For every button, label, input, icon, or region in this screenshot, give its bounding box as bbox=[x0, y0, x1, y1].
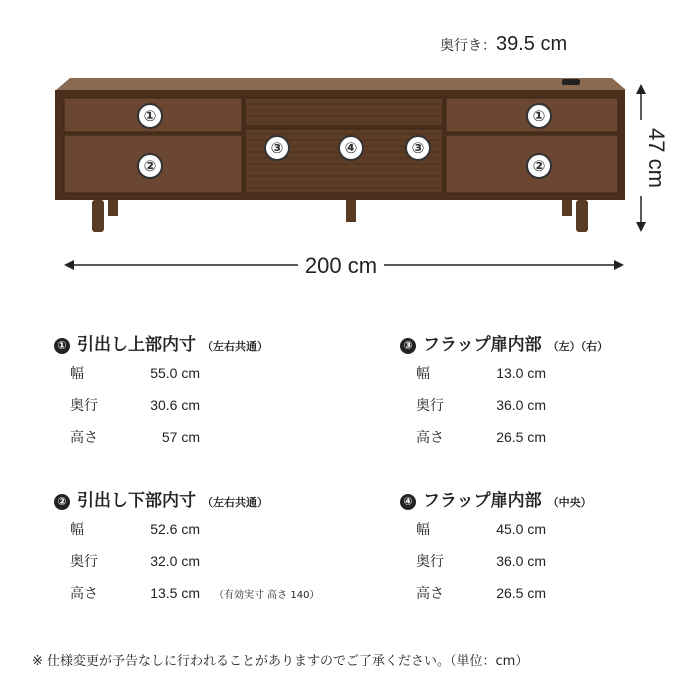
tv-board-illustration bbox=[0, 0, 700, 278]
svg-text:④: ④ bbox=[344, 139, 358, 157]
section-lower-drawer bbox=[54, 486, 319, 609]
spec-row-depth: 奥行 36.0 cm bbox=[416, 553, 546, 570]
leg bbox=[346, 200, 356, 222]
height-dimension bbox=[636, 84, 669, 232]
section-side-flap bbox=[400, 330, 608, 453]
center-top-panel bbox=[245, 98, 443, 126]
svg-text:①: ① bbox=[532, 107, 546, 125]
leg bbox=[108, 200, 118, 216]
leg bbox=[92, 200, 104, 232]
marker-4-center bbox=[339, 136, 363, 160]
footer-note: ※ 仕様変更が予告なしに行われることがありますのでご了承ください。（単位：cm） bbox=[32, 654, 529, 669]
cabinet-top bbox=[56, 78, 626, 90]
svg-text:200 cm: 200 cm bbox=[304, 253, 378, 278]
spec-row-width: 幅 55.0 cm bbox=[70, 365, 200, 382]
depth-value: 39.5 cm bbox=[496, 33, 568, 55]
spec-row-depth: 奥行 32.0 cm bbox=[70, 553, 200, 570]
svg-text:①: ① bbox=[143, 107, 157, 125]
section-upper-drawer bbox=[54, 330, 268, 453]
depth-caption: 奥行き： bbox=[440, 38, 496, 54]
section-title: ④ フラップ扉内部 （中央） bbox=[400, 486, 592, 511]
marker-2-right bbox=[527, 154, 551, 178]
spec-row-height: 高さ 26.5 cm bbox=[416, 429, 546, 446]
marker-1-right bbox=[527, 104, 551, 128]
section-title: ③ フラップ扉内部 （左）（右） bbox=[400, 330, 608, 355]
section-center-flap bbox=[400, 486, 592, 609]
width-dimension bbox=[64, 253, 624, 278]
marker-2-left bbox=[138, 154, 162, 178]
svg-text:②: ② bbox=[532, 157, 546, 175]
effective-height-note: （有効実寸 高さ 140） bbox=[214, 590, 320, 601]
spec-row-height: 高さ 57 cm bbox=[70, 429, 200, 446]
leg bbox=[562, 200, 572, 216]
leg bbox=[576, 200, 588, 232]
section-title: ② 引出し下部内寸 （左右共通） bbox=[54, 486, 319, 511]
spec-row-width: 幅 13.0 cm bbox=[416, 365, 546, 382]
spec-row-depth: 奥行 36.0 cm bbox=[416, 397, 546, 414]
spec-row-height: 高さ 26.5 cm bbox=[416, 585, 546, 602]
marker-1-left bbox=[138, 104, 162, 128]
spec-row-depth: 奥行 30.6 cm bbox=[70, 397, 200, 414]
svg-text:47 cm: 47 cm bbox=[644, 128, 669, 188]
section-title: ① 引出し上部内寸 （左右共通） bbox=[54, 330, 268, 355]
spec-row-height: 高さ 13.5 cm （有効実寸 高さ 140） bbox=[70, 585, 320, 602]
spec-row-width: 幅 45.0 cm bbox=[416, 521, 546, 538]
svg-text:③: ③ bbox=[411, 139, 425, 157]
spec-row-width: 幅 52.6 cm bbox=[70, 521, 200, 538]
outlet-icon bbox=[562, 79, 580, 85]
marker-3-right bbox=[406, 136, 430, 160]
svg-text:③: ③ bbox=[270, 139, 284, 157]
marker-3-left bbox=[265, 136, 289, 160]
svg-text:②: ② bbox=[143, 157, 157, 175]
